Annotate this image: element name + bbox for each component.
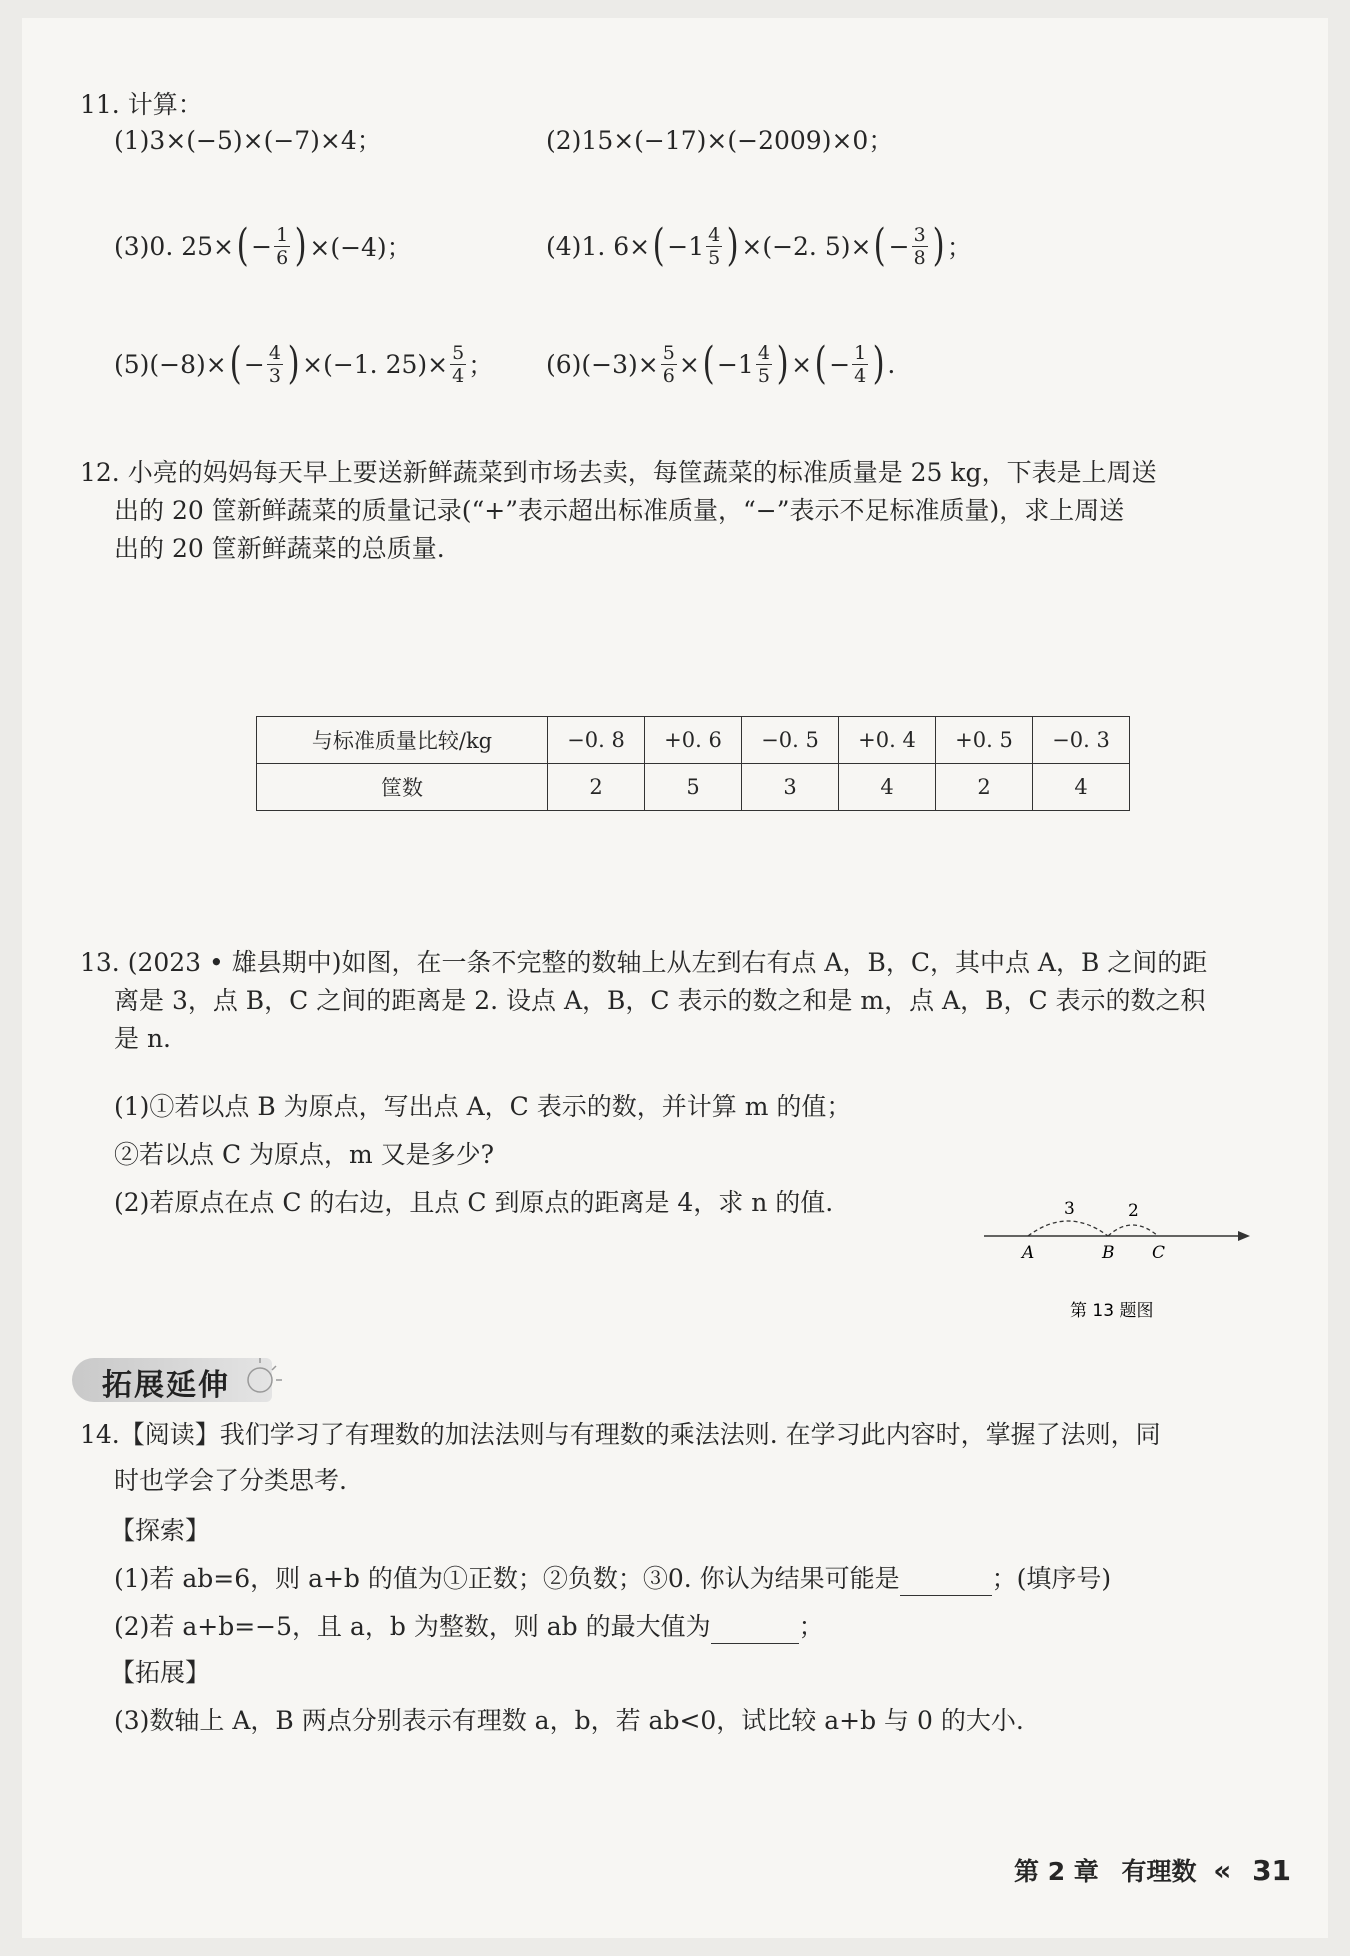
numerator: 1: [854, 341, 867, 364]
q11-part3: [114, 216, 412, 276]
denominator: 3: [268, 364, 281, 387]
fraction: [912, 224, 928, 269]
mixed-integer: −1: [667, 231, 705, 261]
footer-title: 有理数: [1121, 1857, 1197, 1886]
lightbulb-icon: [238, 1354, 284, 1404]
q11-part3-prefix: (3)0. 25×: [114, 231, 234, 261]
q11-part4: [546, 216, 972, 276]
fraction: [756, 342, 772, 387]
numerator: 4: [268, 341, 281, 364]
denominator: 5: [708, 246, 721, 269]
q11-part4-end: ；: [946, 233, 972, 262]
paren-open: (: [229, 338, 242, 389]
q11-part4-prefix: (4)1. 6×: [546, 231, 651, 261]
q11-part5-end: ；: [468, 351, 494, 380]
paren-open: (: [874, 220, 887, 271]
numerator: 5: [662, 341, 675, 364]
point-a-label: A: [1022, 1243, 1035, 1263]
q11-part6: [546, 334, 895, 394]
table-cell: 4: [839, 764, 936, 811]
q14-line1: 14.【阅读】我们学习了有理数的加法法则与有理数的乘法法则. 在学习此内容时，掌握了法则，同: [80, 1420, 1161, 1449]
paren-close: ): [932, 220, 945, 271]
numerator: 3: [913, 223, 926, 246]
fraction: [852, 342, 868, 387]
fraction: [274, 224, 290, 269]
paren-open: (: [702, 338, 715, 389]
table-cell: 4: [1033, 764, 1130, 811]
paren-close: ): [726, 220, 739, 271]
q14-line2: 时也学会了分类思考.: [114, 1466, 347, 1495]
paren-close: ): [776, 338, 789, 389]
dist-ab-label: 3: [1064, 1199, 1075, 1219]
q11-part5-prefix: (5)(−8)×: [114, 349, 227, 379]
denominator: 8: [913, 246, 926, 269]
q11-part5-middle: ×(−1. 25)×: [302, 349, 449, 379]
denominator: 4: [452, 364, 465, 387]
q14-part1-text: (1)若 ab=6，则 a+b 的值为①正数；②负数；③0. 你认为结果可能是: [114, 1564, 900, 1593]
table-cell: +0. 5: [936, 717, 1033, 764]
table-cell: −0. 8: [548, 717, 645, 764]
paren-open: (: [652, 220, 665, 271]
numerator: 4: [757, 341, 770, 364]
fraction: [267, 342, 283, 387]
q14-part1: [114, 1562, 1111, 1596]
section-title: 拓展延伸: [102, 1368, 230, 1403]
neg-sign: −: [243, 349, 265, 379]
q11-part6-end: .: [887, 349, 896, 379]
q11-title: 11. 计算：: [80, 90, 203, 119]
footer-chapter: 第 2 章: [1014, 1857, 1099, 1886]
number-line-figure: [980, 1188, 1260, 1318]
table-row: [257, 717, 1130, 764]
dist-bc-label: 2: [1128, 1201, 1139, 1221]
table-cell: +0. 6: [645, 717, 742, 764]
table-cell: +0. 4: [839, 717, 936, 764]
q13-line1: 13. (2023 • 雄县期中)如图，在一条不完整的数轴上从左到右有点 A，B，C，其中点 A，B 之间的距: [80, 948, 1208, 977]
mixed-integer: −1: [716, 349, 754, 379]
paren-open: (: [814, 338, 827, 389]
q14-part3: (3)数轴上 A，B 两点分别表示有理数 a，b，若 ab<0，试比较 a+b 与 0 的大小.: [114, 1706, 1024, 1735]
q13-sub2: ②若以点 C 为原点，m 又是多少?: [114, 1140, 495, 1169]
table-cell: −0. 5: [742, 717, 839, 764]
q13-sub1: (1)①若以点 B 为原点，写出点 A，C 表示的数，并计算 m 的值；: [114, 1092, 852, 1121]
times-sign: ×: [678, 349, 700, 379]
q11-part4-middle: ×(−2. 5)×: [741, 231, 872, 261]
q12-line1: 12. 小亮的妈妈每天早上要送新鲜蔬菜到市场去卖，每筐蔬菜的标准质量是 25 kg，下表是上周送: [80, 458, 1157, 487]
q12-line3: 出的 20 筐新鲜蔬菜的总质量.: [114, 534, 445, 563]
double-chevron-icon: «: [1213, 1854, 1232, 1887]
q11-part6-prefix: (6)(−3)×: [546, 349, 659, 379]
section-badge: [72, 1352, 282, 1408]
paren-close: ): [294, 220, 307, 271]
denominator: 4: [854, 364, 867, 387]
denominator: 6: [276, 246, 289, 269]
paren-open: (: [236, 220, 249, 271]
answer-blank[interactable]: [711, 1617, 799, 1644]
q14-part1-end: ；(填序号): [991, 1564, 1112, 1593]
point-b-label: B: [1102, 1243, 1115, 1263]
page-footer: [1014, 1852, 1291, 1888]
table-cell: 2: [548, 764, 645, 811]
numerator: 4: [708, 223, 721, 246]
arc-ab: [1028, 1221, 1108, 1236]
denominator: 5: [757, 364, 770, 387]
q11-part1: (1)3×(−5)×(−7)×4；: [114, 126, 382, 155]
denominator: 6: [662, 364, 675, 387]
table-cell: 3: [742, 764, 839, 811]
q11-part3-suffix: ×(−4)；: [309, 233, 412, 262]
q12-line2: 出的 20 筐新鲜蔬菜的质量记录(“+”表示超出标准质量，“−”表示不足标准质量)，求上周送: [114, 496, 1125, 525]
table-cell: −0. 3: [1033, 717, 1130, 764]
q14-explore-heading: 【探索】: [110, 1516, 211, 1545]
point-c-label: C: [1152, 1243, 1166, 1263]
q14-extend-heading: 【拓展】: [110, 1658, 211, 1687]
fraction: [661, 342, 677, 387]
table-cell: 5: [645, 764, 742, 811]
figure-caption: 第 13 题图: [1070, 1301, 1154, 1318]
q13-line3: 是 n.: [114, 1024, 171, 1053]
table-header-cell: 筐数: [257, 764, 548, 811]
paren-close: ): [287, 338, 300, 389]
neg-sign: −: [829, 349, 851, 379]
table-cell: 2: [936, 764, 1033, 811]
table-row: [257, 764, 1130, 811]
answer-blank[interactable]: [900, 1569, 992, 1596]
numerator: 1: [276, 223, 289, 246]
table-header-cell: 与标准质量比较/kg: [257, 717, 548, 764]
arrow-head: [1238, 1231, 1250, 1241]
numerator: 5: [452, 341, 465, 364]
q14-part2-text: (2)若 a+b=−5，且 a，b 为整数，则 ab 的最大值为: [114, 1612, 711, 1641]
paren-close: ): [872, 338, 885, 389]
q13-line2: 离是 3，点 B，C 之间的距离是 2. 设点 A，B，C 表示的数之和是 m，点 A，B，C 表示的数之积: [114, 986, 1206, 1015]
fraction: [706, 224, 722, 269]
q14-part2: [114, 1610, 824, 1644]
neg-sign: −: [251, 231, 273, 261]
q11-part2: (2)15×(−17)×(−2009)×0；: [546, 126, 894, 155]
times-sign: ×: [791, 349, 813, 379]
weight-table: [256, 716, 1130, 811]
q11-part5: [114, 334, 493, 394]
neg-sign: −: [888, 231, 910, 261]
q13-sub3: (2)若原点在点 C 的右边，且点 C 到原点的距离是 4，求 n 的值.: [114, 1188, 834, 1217]
arc-bc: [1108, 1225, 1158, 1236]
q14-part2-end: ；: [798, 1612, 824, 1641]
fraction: [450, 342, 466, 387]
page-number: 31: [1252, 1854, 1292, 1887]
